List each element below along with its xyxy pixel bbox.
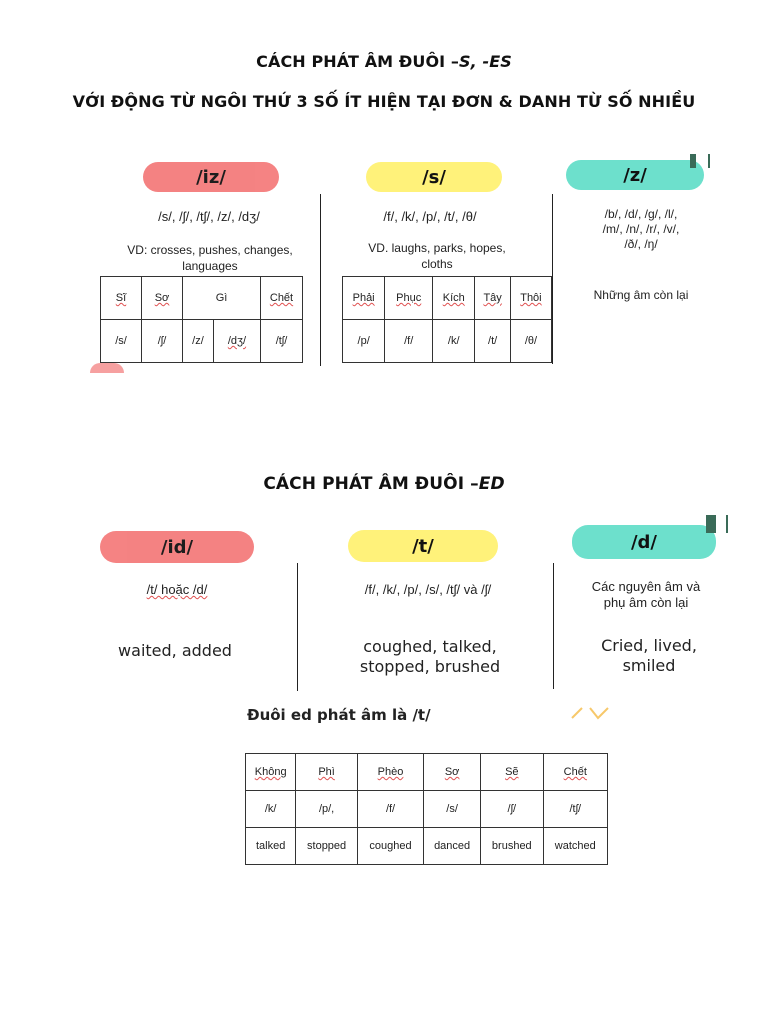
z-sounds: [566, 207, 716, 252]
ed-word: danced: [424, 828, 481, 865]
ed-phoneme: /s/: [424, 791, 481, 828]
id-examples: waited, added: [118, 641, 232, 660]
iz-phoneme-text: /dʒ/: [227, 335, 247, 347]
ed-mnemonic: Sẽ: [505, 766, 519, 778]
t-examples-line: stopped, brushed: [359, 657, 501, 676]
s-mnemonic-cell: [475, 277, 511, 320]
iz-mnemonic-cell: [101, 277, 142, 320]
iz-phoneme: /ʃ/: [142, 320, 183, 363]
yellow-check-decoration: [570, 704, 612, 722]
ed-mnemonic-cell: [424, 754, 481, 791]
d-examples: Cried, lived, smiled: [601, 636, 697, 675]
s-example: VD. laughs, parks, hopes, cloths: [368, 241, 506, 271]
ed-phoneme: /f/: [357, 791, 423, 828]
d-pill: /d/: [572, 525, 716, 559]
ed-mnemonic: Không: [254, 766, 287, 778]
ed-word: brushed: [481, 828, 544, 865]
s-mnemonic-cell: [343, 277, 385, 320]
t-pill: /t/: [348, 530, 498, 562]
iz-phoneme: /z/: [183, 320, 214, 363]
s-phoneme: /f/: [385, 320, 433, 363]
section1-title: [0, 52, 768, 71]
ed-mnemonic-cell: [543, 754, 607, 791]
section2-title: [0, 474, 768, 494]
t-sounds: /f/, /k/, /p/, /s/, /tʃ/ và /ʃ/: [364, 582, 492, 597]
iz-pill: /iz/: [143, 162, 279, 192]
iz-mnemonic-cell: [183, 277, 261, 320]
ed-phoneme: /tʃ/: [543, 791, 607, 828]
ed-phoneme: /p/,: [296, 791, 358, 828]
z-note: Những âm còn lại: [593, 288, 689, 302]
ed-mnemonic-cell: [357, 754, 423, 791]
iz-mnemonic: Gì: [215, 292, 228, 304]
ed-word: watched: [543, 828, 607, 865]
green-mark-decoration: [690, 154, 696, 168]
section2-title-italic: ED: [478, 474, 505, 494]
z-pill: /z/: [566, 160, 704, 190]
z-sounds-line: /b/, /d/, /g/, /l/,: [604, 207, 678, 221]
green-mark-decoration: [708, 154, 710, 168]
iz-mnemonic: Sĩ: [115, 292, 127, 304]
id-pill: /id/: [100, 531, 254, 563]
iz-mnemonic: Chết: [269, 292, 294, 304]
iz-mnemonic-cell: [142, 277, 183, 320]
column-divider: [552, 194, 553, 364]
s-table: [342, 276, 552, 363]
s-sounds: /f/, /k/, /p/, /t/, /θ/: [383, 209, 477, 224]
s-mnemonic: Thôi: [520, 292, 542, 304]
d-sounds: [574, 579, 718, 611]
ed-t-table-title: Đuôi ed phát âm là /t/: [247, 706, 431, 724]
d-sounds-line: Các nguyên âm và: [591, 579, 701, 594]
s-mnemonic: Tây: [483, 292, 502, 304]
s-mnemonic: Phục: [396, 292, 422, 304]
green-mark-decoration: [706, 515, 716, 533]
s-phoneme: /k/: [433, 320, 475, 363]
iz-mnemonic: Sơ: [154, 292, 170, 304]
column-divider: [297, 563, 298, 691]
s-mnemonic-cell: [433, 277, 475, 320]
ed-mnemonic: Phì: [318, 766, 335, 778]
ed-mnemonic: Chết: [563, 766, 587, 778]
iz-sounds: /s/, /ʃ/, /tʃ/, /z/, /dʒ/: [158, 209, 260, 224]
section1-title-main: CÁCH PHÁT ÂM ĐUÔI –: [256, 52, 459, 71]
ed-mnemonic-cell: [296, 754, 358, 791]
ed-word: coughed: [357, 828, 423, 865]
s-pill: /s/: [366, 162, 502, 192]
iz-phoneme: [213, 320, 260, 363]
ed-mnemonic-cell: [481, 754, 544, 791]
ed-word: stopped: [296, 828, 358, 865]
column-divider: [320, 194, 321, 366]
id-sounds-text: /t/ hoặc /d/: [146, 582, 208, 597]
green-mark-decoration: [726, 515, 728, 533]
d-sounds-line: phụ âm còn lại: [603, 595, 689, 610]
z-sounds-line: /ð/, /ŋ/: [624, 237, 658, 251]
iz-table: [100, 276, 303, 363]
section1-subtitle: VỚI ĐỘNG TỪ NGÔI THỨ 3 SỐ ÍT HIỆN TẠI ĐƠN & DANH TỪ SỐ NHIỀU: [72, 92, 696, 111]
ed-phoneme: /ʃ/: [481, 791, 544, 828]
s-mnemonic-cell: [385, 277, 433, 320]
ed-mnemonic-cell: [246, 754, 296, 791]
pink-smudge-decoration: [90, 363, 124, 373]
s-mnemonic: Kích: [442, 292, 465, 304]
iz-example: VD: crosses, pushes, changes, languages: [127, 243, 293, 273]
ed-t-table: [245, 753, 608, 865]
iz-phoneme: /tʃ/: [261, 320, 303, 363]
id-sounds: [110, 582, 244, 598]
ed-mnemonic: Phèo: [377, 766, 404, 778]
iz-phoneme: /s/: [101, 320, 142, 363]
column-divider: [553, 563, 554, 689]
s-phoneme: /p/: [343, 320, 385, 363]
t-examples: [330, 637, 530, 677]
s-mnemonic: Phải: [352, 292, 375, 304]
iz-mnemonic-cell: [261, 277, 303, 320]
s-phoneme: /θ/: [510, 320, 551, 363]
t-examples-line: coughed, talked,: [363, 637, 497, 656]
s-phoneme: /t/: [475, 320, 511, 363]
ed-mnemonic: Sơ: [444, 766, 460, 778]
section1-title-italic: S, -ES: [459, 52, 512, 71]
ed-word: talked: [246, 828, 296, 865]
s-mnemonic-cell: [510, 277, 551, 320]
section2-title-main: CÁCH PHÁT ÂM ĐUÔI –: [263, 474, 479, 494]
ed-phoneme: /k/: [246, 791, 296, 828]
z-sounds-line: /m/, /n/, /r/, /v/,: [602, 222, 680, 236]
